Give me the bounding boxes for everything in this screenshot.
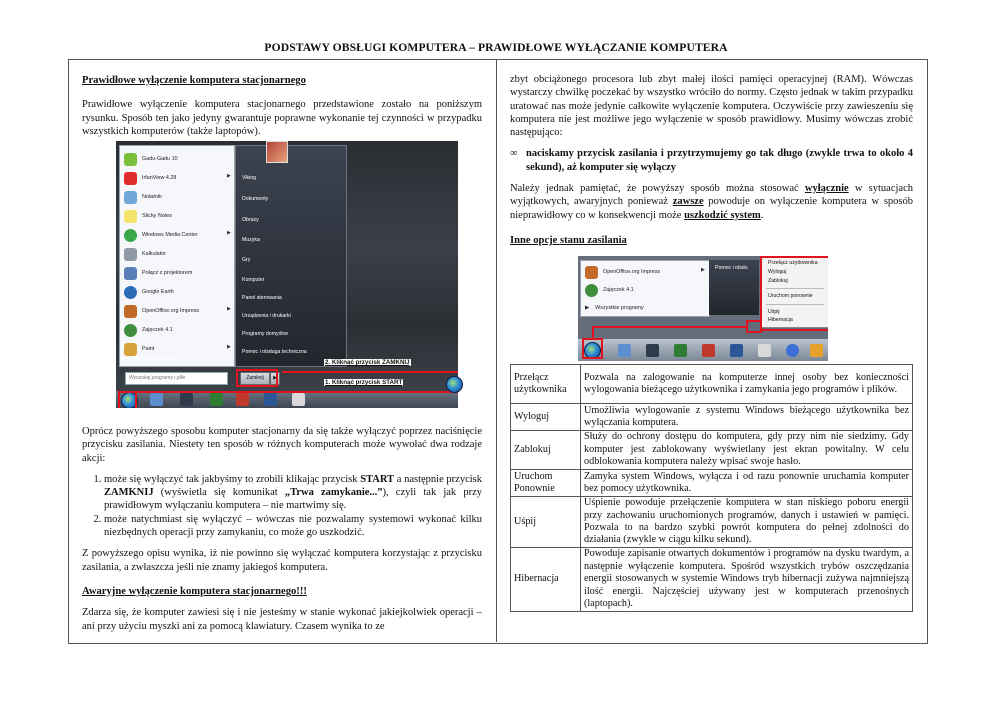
chevron-right-icon: ▶ — [227, 307, 231, 312]
callout-line-zamknij — [282, 371, 318, 373]
menu-item-hibernate[interactable]: Hibernacja — [768, 317, 793, 323]
sticky-notes-icon — [124, 210, 137, 223]
chevron-right-icon: ▶ — [701, 268, 705, 273]
triangle-right-icon: ▶ — [585, 305, 590, 311]
all-programs-item[interactable]: ▶ Wszystkie programy — [585, 305, 644, 311]
user-avatar — [266, 141, 288, 163]
notepad-icon — [124, 191, 137, 204]
place-item[interactable]: Panel sterowania — [242, 295, 282, 301]
projector-icon — [124, 267, 137, 280]
taskbar — [116, 391, 458, 408]
program-item[interactable]: Google Earth — [124, 283, 174, 301]
powerpoint-icon[interactable] — [236, 393, 249, 406]
place-item[interactable]: Pomoc i obsłu — [715, 265, 748, 271]
place-item[interactable]: Muzyka — [242, 237, 260, 243]
left-column-top — [82, 74, 482, 138]
media-player-icon[interactable] — [786, 344, 799, 357]
menu-item-switch-user[interactable]: Przełącz użytkownika — [768, 260, 818, 266]
program-item[interactable]: Notatnik — [124, 188, 162, 206]
shutdown-button[interactable]: Zamknij — [240, 372, 270, 385]
column-divider — [496, 59, 497, 642]
excel-icon[interactable] — [674, 344, 687, 357]
zajeczek-icon — [124, 324, 137, 337]
program-item[interactable]: OpenOffice.org Impress — [585, 263, 660, 281]
place-item[interactable]: Gry — [242, 257, 251, 263]
gadu-gadu-icon — [124, 153, 137, 166]
program-item[interactable]: Kalkulator — [124, 245, 166, 263]
programs-panel — [580, 260, 710, 317]
place-item[interactable]: Komputer — [242, 277, 265, 283]
media-center-icon — [124, 229, 137, 242]
table-row: Zablokuj Służy do ochrony dostępu do komputera, gdy przy nim nie siedzimy. Gdy komputer jest zablokowany wyświetlany jest ekran powitalny. W celu odblokowania komputera należy wpisać swoje hasło. — [511, 431, 913, 470]
start-menu-screenshot — [116, 141, 458, 408]
shutdown-options-arrow[interactable]: ▶ — [270, 372, 280, 385]
all-programs-item[interactable]: ▶ Wszystkie programy — [122, 356, 181, 362]
taskbar — [578, 339, 828, 361]
freeze-paragraph: zbyt obciążonego procesora lub zbyt małej ilości pamięci operacyjnej (RAM). Wówczas wystarczy chwilkę poczekać by wszystko wróciło do normy. Często jednak w takim przypadku uratować nas może jedynie całkowite wyłączenie komputera. Oczywiście przy zawieszeniu się komputera nie jest możliwe jego wyłączenie w sposób prawidłowy. Musimy wówczas zrobić następująco: — [510, 74, 913, 139]
place-item[interactable]: Viking — [242, 175, 257, 181]
explorer-icon[interactable] — [618, 344, 631, 357]
place-item[interactable]: Obrazy — [242, 217, 259, 223]
list-item: 1. może się wyłączyć tak jakbyśmy to zrobili klikając przycisk START a następnie przycisk ZAMKNIJ (wyświetla się komunikat „Trwa zamykanie...”), czyli tak jak przy prawidłowym wyłączaniu komputera – nie martwimy się. — [104, 473, 482, 513]
power-button-paragraph: Oprócz powyższego sposobu komputer stacjonarny da się także wyłączyć poprzez naciśnięcie przycisku zasilania. Niestety ten sposób w różnych komputerach może wywołać dwa rodzaje akcji: — [82, 426, 482, 464]
right-column-top — [510, 73, 913, 247]
power-options-screenshot — [578, 256, 828, 361]
program-item[interactable]: Połącz z projektorem — [124, 264, 192, 282]
menu-item-restart[interactable]: Uruchom ponownie — [768, 293, 813, 299]
start-orb-icon — [446, 376, 463, 393]
table-row: Uruchom Ponownie Zamyka system Windows, wyłącza i od razu ponownie uruchamia komputer bez pomocy użytkownika. — [511, 470, 913, 497]
menu-item-lock[interactable]: Zablokuj — [768, 278, 788, 284]
list-item: 2. może natychmiast się wyłączyć – wówczas nie pozwalamy systemowi wykonać kilku niezbędnych operacji przy zamykaniu, co może go uszkodzić. — [104, 513, 482, 540]
word-icon[interactable] — [730, 344, 743, 357]
irfanview-icon — [124, 172, 137, 185]
bullet-symbol: ∞ — [510, 148, 518, 160]
connector-line — [592, 326, 748, 328]
impress-icon — [124, 305, 137, 318]
power-options-table — [510, 364, 913, 612]
shutdown-highlight — [236, 369, 278, 387]
impress-icon — [585, 266, 598, 279]
document-icon[interactable] — [292, 393, 305, 406]
table-row: Uśpij Uśpienie powoduje przełączenie komputera w stan niskiego poboru energii przy zachowaniu uruchomionych programów, danych i ustawień w pamięci. Pozwala to na bardzo szybki powrót komputera do pełnej zdolności do działania (zwykle w ciągu kilku sekund). — [511, 497, 913, 548]
zajeczek-icon — [585, 284, 598, 297]
firefox-icon[interactable] — [810, 344, 823, 357]
place-item[interactable]: Pomoc i obsługa techniczna — [242, 349, 307, 355]
arrow-highlight — [746, 320, 762, 333]
heading-proper-shutdown: Prawidłowe wyłączenie komputera stacjonarnego — [82, 75, 306, 86]
chevron-right-icon: ▶ — [227, 345, 231, 350]
bullet-text: naciskamy przycisk zasilania i przytrzymujemy go tak długo (zwykle trwa to około 4 sekund), aż komputer się wyłączy — [526, 148, 913, 173]
explorer-icon[interactable] — [150, 393, 163, 406]
program-item[interactable]: Paint — [124, 340, 154, 358]
left-column-bottom — [82, 425, 482, 633]
media-icon[interactable] — [646, 344, 659, 357]
start-highlight — [118, 391, 137, 408]
start-menu-programs-panel — [119, 145, 235, 367]
google-earth-icon — [124, 286, 137, 299]
menu-item-sleep[interactable]: Uśpij — [768, 309, 780, 315]
program-item[interactable]: OpenOffice.org Impress — [124, 302, 199, 320]
places-panel — [709, 260, 759, 315]
table-row: Przełącz użytkownika Pozwala na zalogowanie na komputerze innej osoby bez konieczności wylogowania bieżącego użytkownika i zamykania jego programów i plików. — [511, 365, 913, 404]
callout-zamknij: 2. Kliknąć przycisk ZAMKNIJ — [325, 359, 410, 366]
calculator-icon — [124, 248, 137, 261]
program-item[interactable]: Zajęczek 4.1 — [124, 321, 173, 339]
callout-start: 1. Kliknąć przycisk START — [325, 379, 403, 386]
callout-line-zamknij-ext — [318, 371, 458, 373]
callout-line-start — [118, 391, 458, 393]
menu-item-logoff[interactable]: Wyloguj — [768, 269, 787, 275]
warning-paragraph: Należy jednak pamiętać, że powyższy sposób można stosować wyłącznie w sytuacjach wyjątkowych, awaryjnych ponieważ zawsze powoduje on wyłączenie komputera w sposób nieprawidłowy co w konsekwencji może uszkodzić system. — [510, 183, 913, 221]
intro-paragraph: Prawidłowe wyłączenie komputera stacjonarnego przedstawione zostało na poniższym rysunku. Sposób ten jako jedyny gwarantuje poprawne wykonanie tej czynności w przypadku wszystkich komputerów (także laptopów). — [82, 99, 482, 137]
place-item[interactable]: Programy domyślne — [242, 331, 289, 337]
page-title: PODSTAWY OBSŁUGI KOMPUTERA – PRAWIDŁOWE WYŁĄCZANIE KOMPUTERA — [264, 41, 728, 54]
menu-highlight — [760, 256, 828, 331]
search-input[interactable]: Wyszukaj programy i pliki — [125, 372, 228, 385]
table-row: Hibernacja Powoduje zapisanie otwartych dokumentów i programów na dysku twardym, a następnie wyłączenie komputera. Spośród wszystkich trybów oszczędzania energii stosowanych w systemie Windows tryb hibernacji zużywa najmniejszą ilość energii. Najczęściej używany jest w komputerach przenośnych (laptopach). — [511, 548, 913, 612]
triangle-right-icon: ▶ — [122, 356, 127, 362]
program-item[interactable]: Windows Media Center — [124, 226, 198, 244]
start-highlight — [582, 338, 603, 359]
excel-icon[interactable] — [210, 393, 223, 406]
conclusion-paragraph: Z powyższego opisu wynika, iż nie powinno się wyłączać komputera korzystając z przycisku zasilania, a zwłaszcza jeśli nie znamy jakiegoś komputera. — [82, 548, 482, 573]
media-icon[interactable] — [180, 393, 193, 406]
chevron-right-icon: ▶ — [227, 174, 231, 179]
chevron-right-icon: ▶ — [227, 231, 231, 236]
power-button-actions-list — [82, 473, 482, 539]
powerpoint-icon[interactable] — [702, 344, 715, 357]
bullet-item — [510, 147, 913, 174]
program-item[interactable]: Zajęczek 4.1 — [585, 281, 634, 299]
place-item[interactable]: Dokumenty — [242, 196, 269, 202]
heading-power-options: Inne opcje stanu zasilania — [510, 234, 627, 246]
place-item[interactable]: Urządzenia i drukarki — [242, 313, 291, 319]
emergency-paragraph: Zdarza się, że komputer zawiesi się i nie jesteśmy w stanie wykonać jakiejkolwiek operacji – ani przy użyciu myszki ani za pomocą klawiatury. Czasem wynika to ze — [82, 607, 482, 632]
document-icon[interactable] — [758, 344, 771, 357]
word-icon[interactable] — [264, 393, 277, 406]
table-row: Wyloguj Umożliwia wylogowanie z systemu Windows bieżącego użytkownika bez wyłączania komputera. — [511, 404, 913, 431]
program-item[interactable]: Gadu-Gadu 10 — [124, 150, 178, 168]
program-item[interactable]: IrfanView 4.28 — [124, 169, 176, 187]
start-menu-places-panel — [235, 145, 347, 367]
heading-emergency-shutdown: Awaryjne wyłączenie komputera stacjonarnego!!! — [82, 585, 307, 597]
program-item[interactable]: Sticky Notes — [124, 207, 172, 225]
